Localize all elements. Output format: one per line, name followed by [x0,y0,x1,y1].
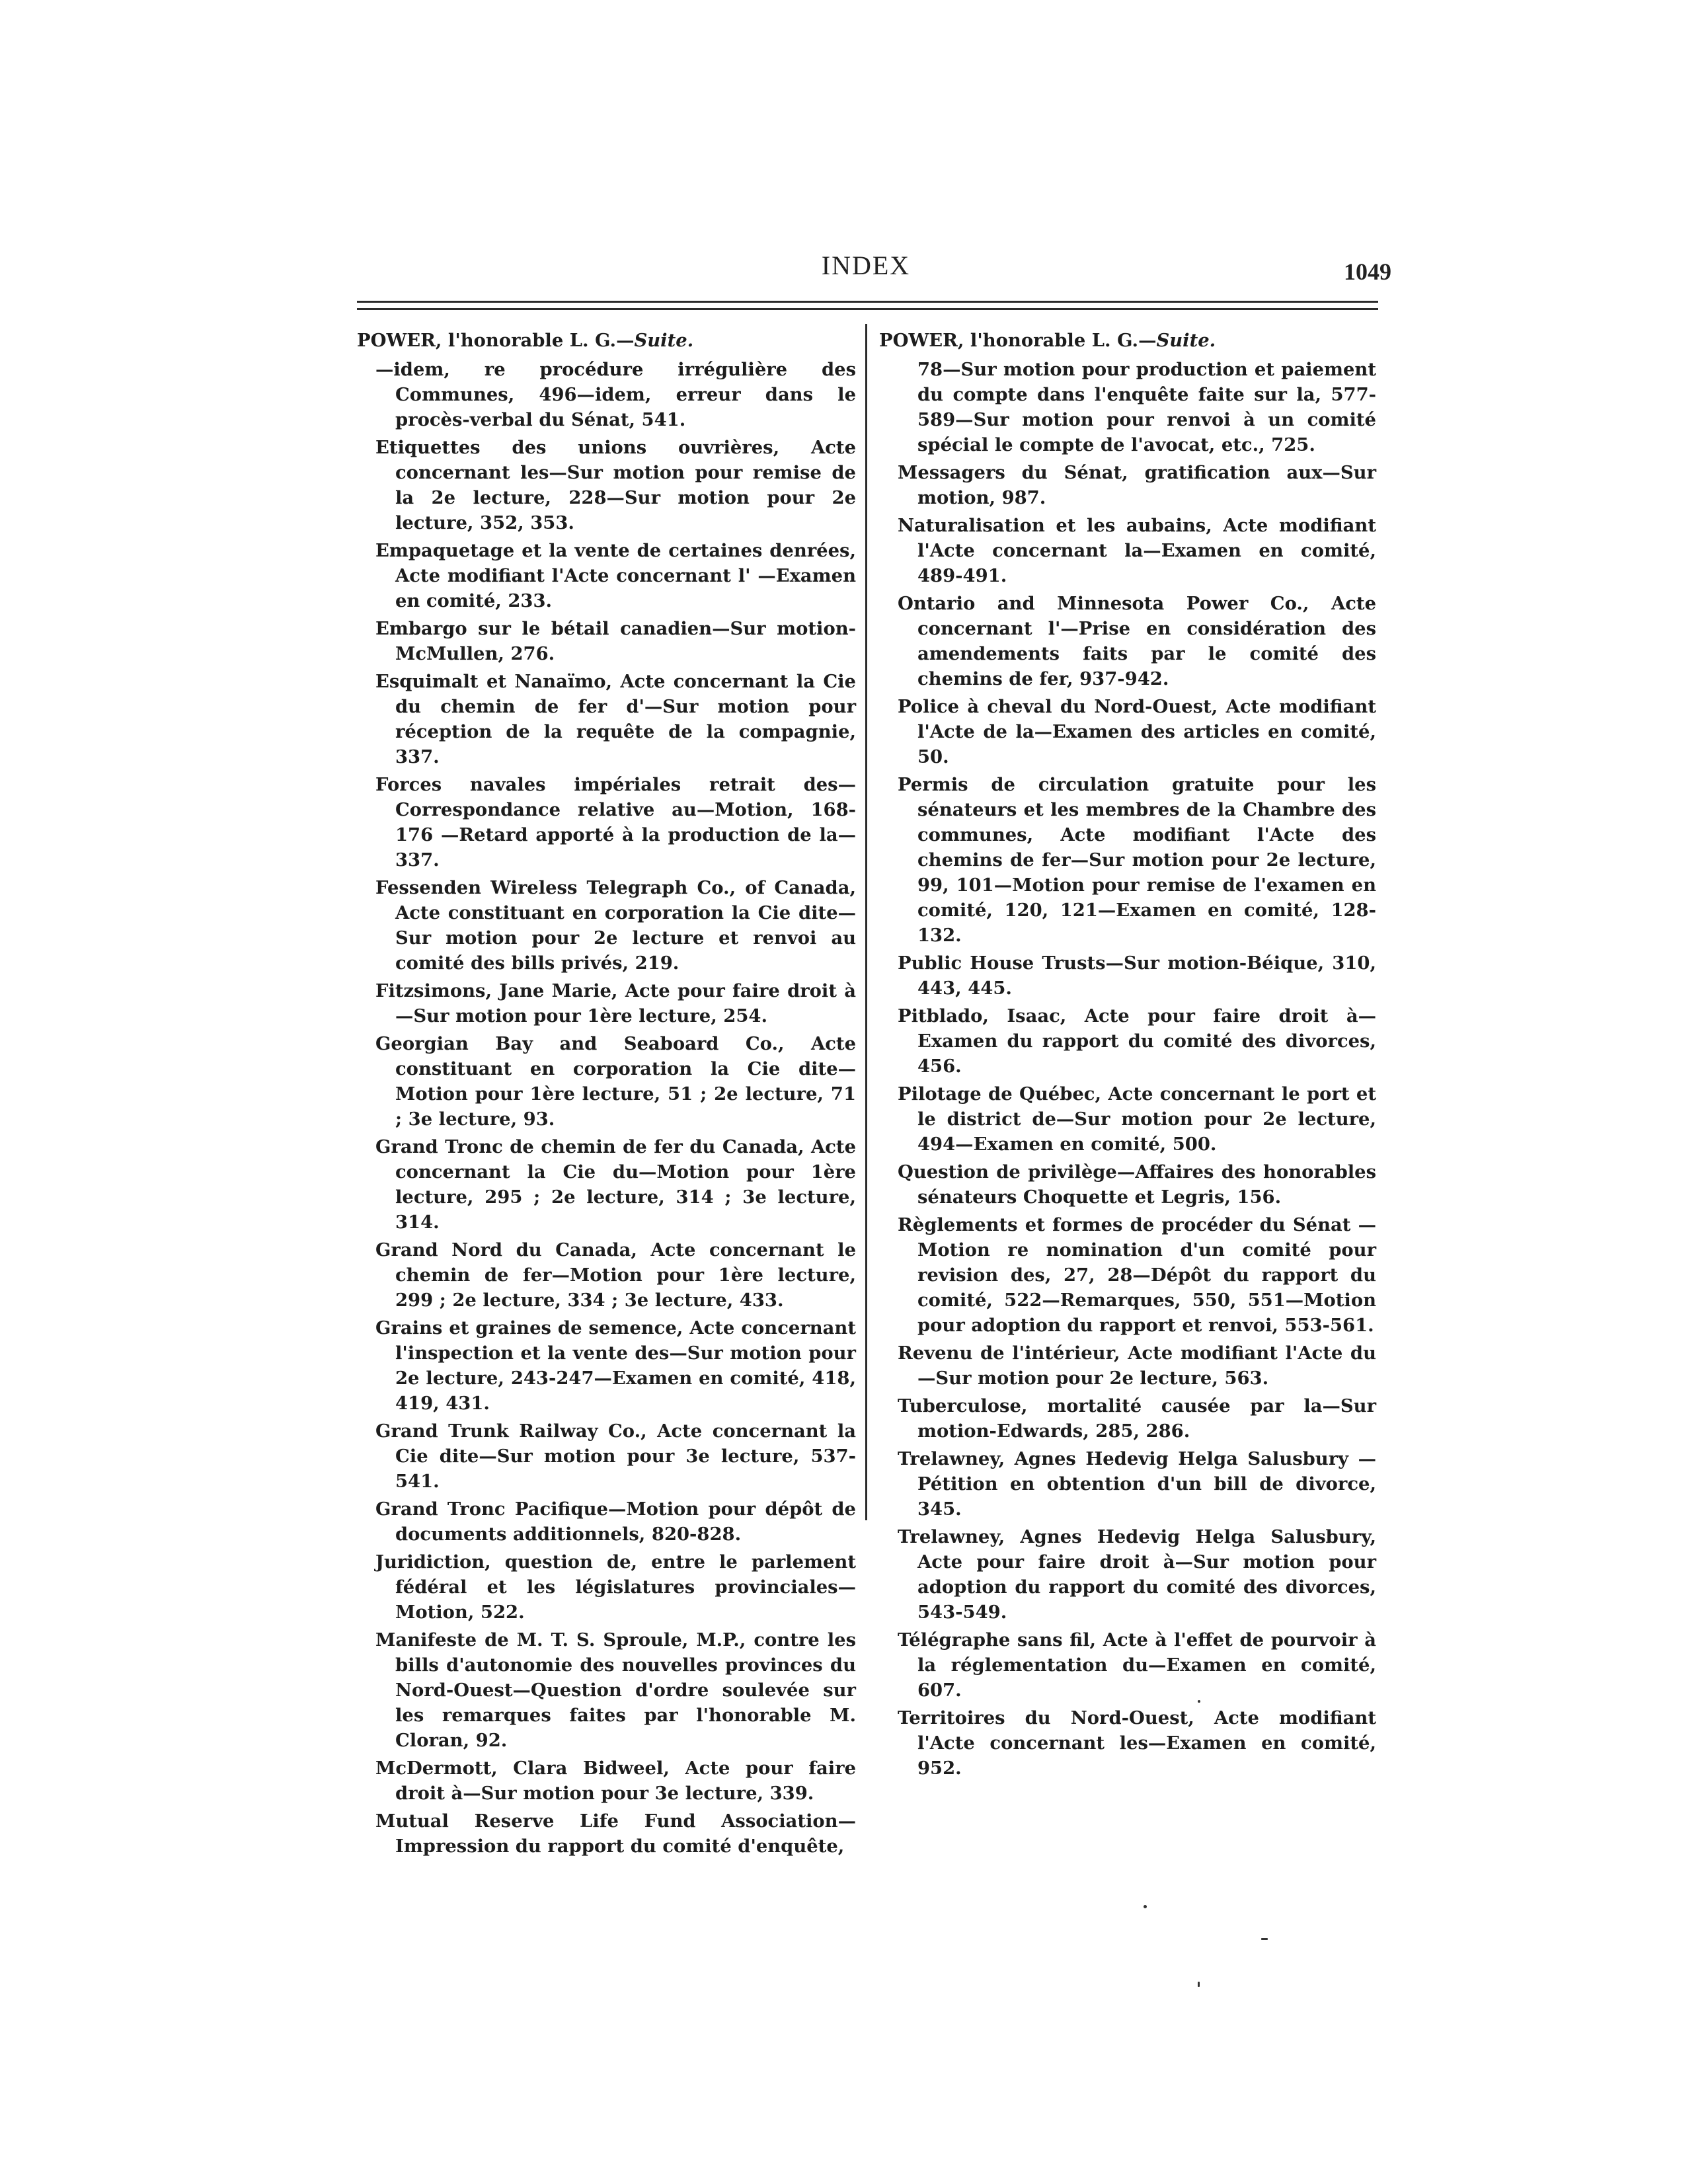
index-entry: Règlements et formes de procéder du Sénat —Motion re nomination d'un comité pour revision des, 27, 28—Dépôt du rapport du comité, 522—Remarques, 550, 551—Motion pour adoption du rapport et renvoi, 553-561. [898,1214,1376,1336]
index-entry: Fessenden Wireless Telegraph Co., of Canada, Acte constituant en corporation la Cie dite—Sur motion pour 2e lecture et renvoi au comité des bills privés, 219. [375,877,856,974]
index-entry: Naturalisation et les aubains, Acte modifiant l'Acte concernant la—Examen en comité, 489-491. [898,515,1376,586]
right-heading-name: POWER, l'honorable L. G.— [879,330,1157,351]
index-entry: Georgian Bay and Seaboard Co., Acte constituant en corporation la Cie dite—Motion pour 1ère lecture, 51 ; 2e lecture, 71 ; 3e lecture, 93. [375,1033,856,1130]
right-entries [879,357,1376,1781]
right-column-heading [879,328,1376,353]
scan-speck [1261,1938,1268,1940]
index-entry: Pitblado, Isaac, Acte pour faire droit à—Examen du rapport du comité des divorces, 456. [898,1005,1376,1077]
index-entry: McDermott, Clara Bidweel, Acte pour faire droit à—Sur motion pour 3e lecture, 339. [375,1758,856,1804]
index-entry: Etiquettes des unions ouvrières, Acte concernant les—Sur motion pour remise de la 2e lecture, 228—Sur motion pour 2e lecture, 352, 353. [375,437,856,533]
index-entry: Pilotage de Québec, Acte concernant le port et le district de—Sur motion pour 2e lecture, 494—Examen en comité, 500. [898,1083,1376,1155]
index-entry: Grand Tronc Pacifique—Motion pour dépôt de documents additionnels, 820-828. [375,1498,856,1545]
left-column-heading [357,328,856,353]
index-entry: Fitzsimons, Jane Marie, Acte pour faire droit à—Sur motion pour 1ère lecture, 254. [375,980,856,1027]
right-column [879,328,1376,1783]
index-entry: Forces navales impériales retrait des—Correspondance relative au—Motion, 168-176 —Retard apporté à la production de la—337. [375,774,856,871]
scan-speck [1198,1982,1200,1987]
index-entry: Empaquetage et la vente de certaines denrées, Acte modifiant l'Acte concernant l' —Examen en comité, 233. [375,540,856,611]
index-entry: Question de privilège—Affaires des honorables sénateurs Choquette et Legris, 156. [898,1161,1376,1208]
index-entry: Grand Trunk Railway Co., Acte concernant la Cie dite—Sur motion pour 3e lecture, 537-541. [375,1420,856,1492]
left-column [357,328,856,1861]
index-entry: Grand Nord du Canada, Acte concernant le chemin de fer—Motion pour 1ère lecture, 299 ; 2e lecture, 334 ; 3e lecture, 433. [375,1239,856,1311]
index-entry: Mutual Reserve Life Fund Association—Impression du rapport du comité d'enquête, [375,1810,856,1857]
index-entry: Permis de circulation gratuite pour les sénateurs et les membres de la Chambre des communes, Acte modifiant l'Acte des chemins de fer—Sur motion pour 2e lecture, 99, 101—Motion pour remise de l'examen en comité, 120, 121—Examen en comité, 128-132. [898,774,1376,946]
index-entry: Territoires du Nord-Ouest, Acte modifiant l'Acte concernant les—Examen en comité, 952. [898,1707,1376,1779]
right-heading-suite: Suite. [1156,330,1216,351]
left-heading-suite: Suite. [634,330,694,351]
index-entry: Grand Tronc de chemin de fer du Canada, Acte concernant la Cie du—Motion pour 1ère lecture, 295 ; 2e lecture, 314 ; 3e lecture, 314. [375,1136,856,1233]
left-entries [357,357,856,1859]
index-entry: Trelawney, Agnes Hedevig Helga Salusbury —Pétition en obtention d'un bill de divorce, 345. [898,1448,1376,1520]
index-entry: Manifeste de M. T. S. Sproule, M.P., contre les bills d'autonomie des nouvelles provinces du Nord-Ouest—Question d'ordre soulevée sur les remarques faites par l'honorable M. Cloran, 92. [375,1629,856,1751]
header-rule-top [357,301,1378,303]
index-entry: Esquimalt et Nanaïmo, Acte concernant la Cie du chemin de fer d'—Sur motion pour réception de la requête de la compagnie, 337. [375,671,856,767]
index-entry-continuation: 78—Sur motion pour production et paiement du compte dans l'enquête faite sur la, 577-589—Sur motion pour renvoi à un comité spécial le compte de l'avocat, etc., 725. [917,359,1376,455]
scan-speck [1198,1700,1200,1703]
index-entry: Trelawney, Agnes Hedevig Helga Salusbury, Acte pour faire droit à—Sur motion pour adoption du rapport du comité des divorces, 543-549. [898,1526,1376,1623]
scan-speck [1144,1905,1147,1908]
index-entry: Télégraphe sans fil, Acte à l'effet de pourvoir à la réglementation du—Examen en comité, 607. [898,1629,1376,1701]
index-entry: Messagers du Sénat, gratification aux—Sur motion, 987. [898,462,1376,508]
index-entry: —idem, re procédure irrégulière des Communes, 496—idem, erreur dans le procès-verbal du Sénat, 541. [375,359,856,430]
header-rule-bottom [357,308,1378,310]
page-number: 1049 [1344,258,1391,285]
index-entry: Police à cheval du Nord-Ouest, Acte modifiant l'Acte de la—Examen des articles en comité, 50. [898,696,1376,767]
index-entry: Tuberculose, mortalité causée par la—Sur motion-Edwards, 285, 286. [898,1395,1376,1442]
column-divider [865,324,867,1520]
index-entry: Public House Trusts—Sur motion-Béique, 310, 443, 445. [898,952,1376,999]
index-entry: Revenu de l'intérieur, Acte modifiant l'Acte du—Sur motion pour 2e lecture, 563. [898,1342,1376,1389]
index-entry: Embargo sur le bétail canadien—Sur motion-McMullen, 276. [375,618,856,664]
left-heading-name: POWER, l'honorable L. G.— [357,330,635,351]
page-title: INDEX [821,251,911,280]
index-entry: Ontario and Minnesota Power Co., Acte concernant l'—Prise en considération des amendements faits par le comité des chemins de fer, 937-942. [898,593,1376,689]
index-entry: Grains et graines de semence, Acte concernant l'inspection et la vente des—Sur motion pour 2e lecture, 243-247—Examen en comité, 418, 419, 431. [375,1317,856,1414]
index-entry: Juridiction, question de, entre le parlement fédéral et les législatures provinciales—Motion, 522. [375,1551,856,1623]
